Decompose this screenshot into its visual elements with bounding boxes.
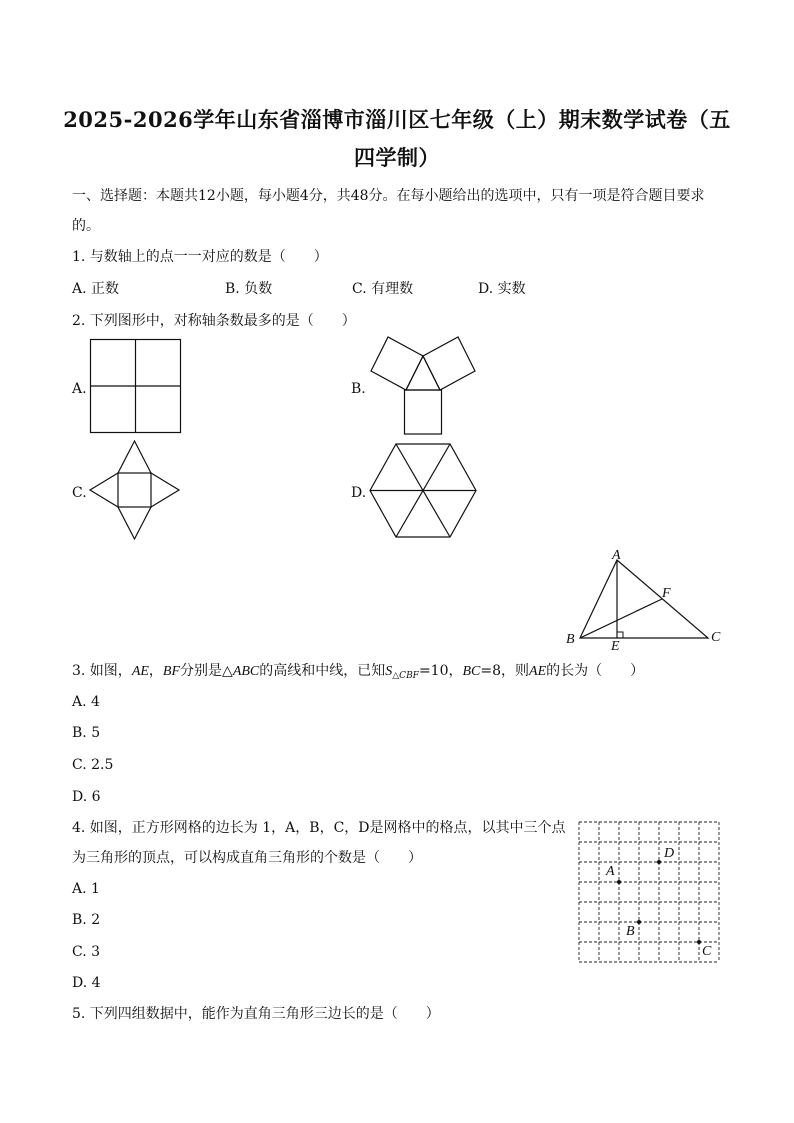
q3-stem-ae2: AE	[529, 664, 547, 679]
q4-point-d	[657, 860, 661, 864]
q3-label-b: B	[566, 632, 575, 647]
q3-stem-sub: △CBF	[392, 671, 419, 681]
question-2-figure-c	[89, 440, 181, 540]
q3-stem-eq2: =8，则	[480, 663, 530, 679]
q3-stem-text: 3. 如图，	[72, 663, 132, 679]
question-2-option-d-label[interactable]: D.	[351, 485, 367, 501]
question-2-figure-d	[369, 443, 477, 539]
question-4-stem-line2: 为三角形的顶点，可以构成直角三角形的个数是（ ）	[72, 850, 422, 866]
question-3-stem	[72, 661, 644, 686]
q3-label-a: A	[612, 548, 621, 563]
q4-point-c	[697, 940, 701, 944]
question-3-option-b[interactable]: B. 5	[72, 725, 101, 741]
q3-stem-bf: BF	[162, 664, 181, 679]
q3-stem-mid: 分别是△	[180, 663, 233, 679]
q4-label-b: B	[626, 924, 635, 939]
question-3-option-c[interactable]: C. 2.5	[72, 757, 114, 773]
page-title-line2: 四学制）	[354, 145, 440, 170]
question-1-option-d[interactable]: D. 实数	[478, 281, 526, 297]
question-3-option-a[interactable]: A. 4	[72, 694, 100, 710]
question-1-option-c[interactable]: C. 有理数	[352, 281, 414, 297]
q3-label-f: F	[662, 586, 671, 601]
q4-point-a	[617, 880, 621, 884]
q3-stem-bc: BC	[462, 664, 481, 679]
question-2-option-a-label[interactable]: A.	[72, 381, 87, 397]
q3-stem-abc: ABC	[232, 664, 260, 679]
question-1-option-b[interactable]: B. 负数	[225, 281, 273, 297]
question-2-stem: 2. 下列图形中，对称轴条数最多的是（ ）	[72, 313, 356, 329]
question-4-option-b[interactable]: B. 2	[72, 912, 101, 928]
q3-label-c: C	[711, 630, 721, 645]
q3-stem-ae: AE	[131, 664, 149, 679]
section-heading: 一、选择题：本题共12小题，每小题4分，共48分。在每小题给出的选项中，只有一项是符合题目要求	[72, 188, 705, 204]
question-3-triangle-figure	[560, 548, 730, 653]
question-1-stem: 1. 与数轴上的点一一对应的数是（ ）	[72, 249, 328, 265]
question-3-option-d[interactable]: D. 6	[72, 789, 101, 805]
section-heading-tail: 的。	[72, 218, 100, 234]
question-2-figure-b	[368, 334, 478, 436]
question-2-figure-a	[90, 339, 182, 434]
question-4-grid-figure	[578, 821, 720, 963]
question-2-option-c-label[interactable]: C.	[72, 485, 87, 501]
question-4-option-c[interactable]: C. 3	[72, 944, 101, 960]
q3-stem-end: 的长为（ ）	[546, 663, 645, 679]
question-1-option-a[interactable]: A. 正数	[72, 281, 120, 297]
q3-stem-s: S	[385, 664, 393, 679]
question-4-option-d[interactable]: D. 4	[72, 975, 101, 991]
q4-point-b	[637, 920, 641, 924]
page-title-line1: 2025-2026学年山东省淄博市淄川区七年级（上）期末数学试卷（五	[63, 107, 731, 132]
q3-stem-mid2: 的高线和中线，已知	[259, 663, 386, 679]
q4-label-c: C	[702, 944, 712, 959]
q3-label-e: E	[611, 639, 620, 654]
question-4-option-a[interactable]: A. 1	[72, 881, 100, 897]
question-5-stem: 5. 下列四组数据中，能作为直角三角形三边长的是（ ）	[72, 1006, 440, 1022]
question-4-stem-line1: 4. 如图，正方形网格的边长为 1，A，B，C，D是网格中的格点，以其中三个点	[72, 820, 566, 836]
q3-stem-eq: =10，	[418, 663, 463, 679]
q3-stem-sep: ，	[148, 663, 163, 679]
question-2-option-b-label[interactable]: B.	[351, 381, 366, 397]
q4-label-a: A	[606, 864, 615, 879]
q4-label-d: D	[664, 846, 675, 861]
